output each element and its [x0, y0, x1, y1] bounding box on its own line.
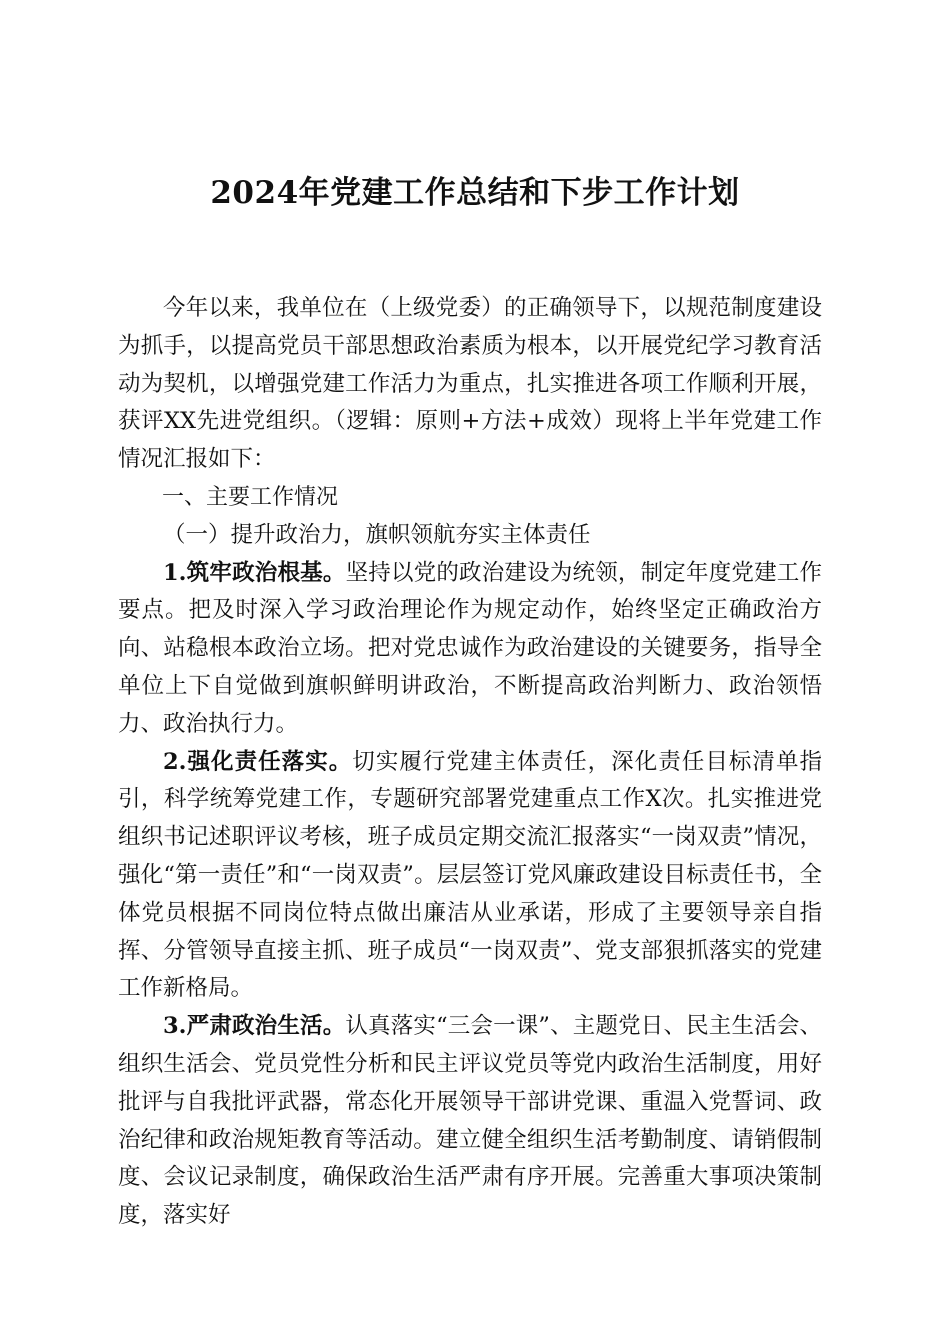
subsection-heading-political: （一）提升政治力，旗帜领航夯实主体责任 — [163, 521, 591, 548]
item-text-2: 切实履行党建主体责任，深化责任目标清单指引，科学统筹党建工作，专题研究部署党建重点工作X次。扎实推进党组织书记述职评议考核，班子成员定期交流汇报落实“一岗双责”情况，强化“第一责任”和“一岗双责”。层层签订党风廉政建设目标责任书，全体党员根据不同岗位特点做出廉洁从业承诺，形成了主要领导亲自指挥、分管领导直接主抓、班子成员“一岗双责”、党支部狠抓落实的党建工作新格局。 — [118, 748, 822, 1002]
item-lead-3: 3.严肃政治生活。 — [163, 1013, 346, 1040]
item-text-1: 坚持以党的政治建设为统领，制定年度党建工作要点。把及时深入学习政治理论作为规定动作，始终坚定正确政治方向、站稳根本政治立场。把对党忠诚作为政治建设的关键要务，指导全单位上下自觉做到旗帜鲜明讲政治，不断提高政治判断力、政治领悟力、政治执行力。 — [118, 559, 822, 737]
item-text-3: 认真落实“三会一课”、主题党日、民主生活会、组织生活会、党员党性分析和民主评议党员等党内政治生活制度，用好批评与自我批评武器，常态化开展领导干部讲党课、重温入党誓词、政治纪律和政治规矩教育等活动。建立健全组织生活考勤制度、请销假制度、会议记录制度，确保政治生活严肃有序开展。完善重大事项决策制度，落实好 — [118, 1013, 822, 1229]
document-body — [118, 290, 822, 1235]
item-lead-1: 1.筑牢政治根基。 — [163, 559, 346, 586]
section-heading-main-work: 一、主要工作情况 — [162, 484, 339, 510]
item-paragraph-3 — [118, 1008, 822, 1235]
document-title: 2024年党建工作总结和下步工作计划 — [210, 175, 740, 211]
item-paragraph-1 — [118, 555, 822, 744]
item-paragraph-2 — [118, 744, 822, 1009]
item-lead-2: 2.强化责任落实。 — [163, 748, 353, 775]
intro-paragraph: 今年以来，我单位在（上级党委）的正确领导下，以规范制度建设为抓手，以提高党员干部思想政治素质为根本，以开展党纪学习教育活动为契机，以增强党建工作活力为重点，扎实推进各项工作顺利开展，获评XX先进党组织。（逻辑：原则+方法+成效）现将上半年党建工作情况汇报如下： — [118, 295, 822, 473]
